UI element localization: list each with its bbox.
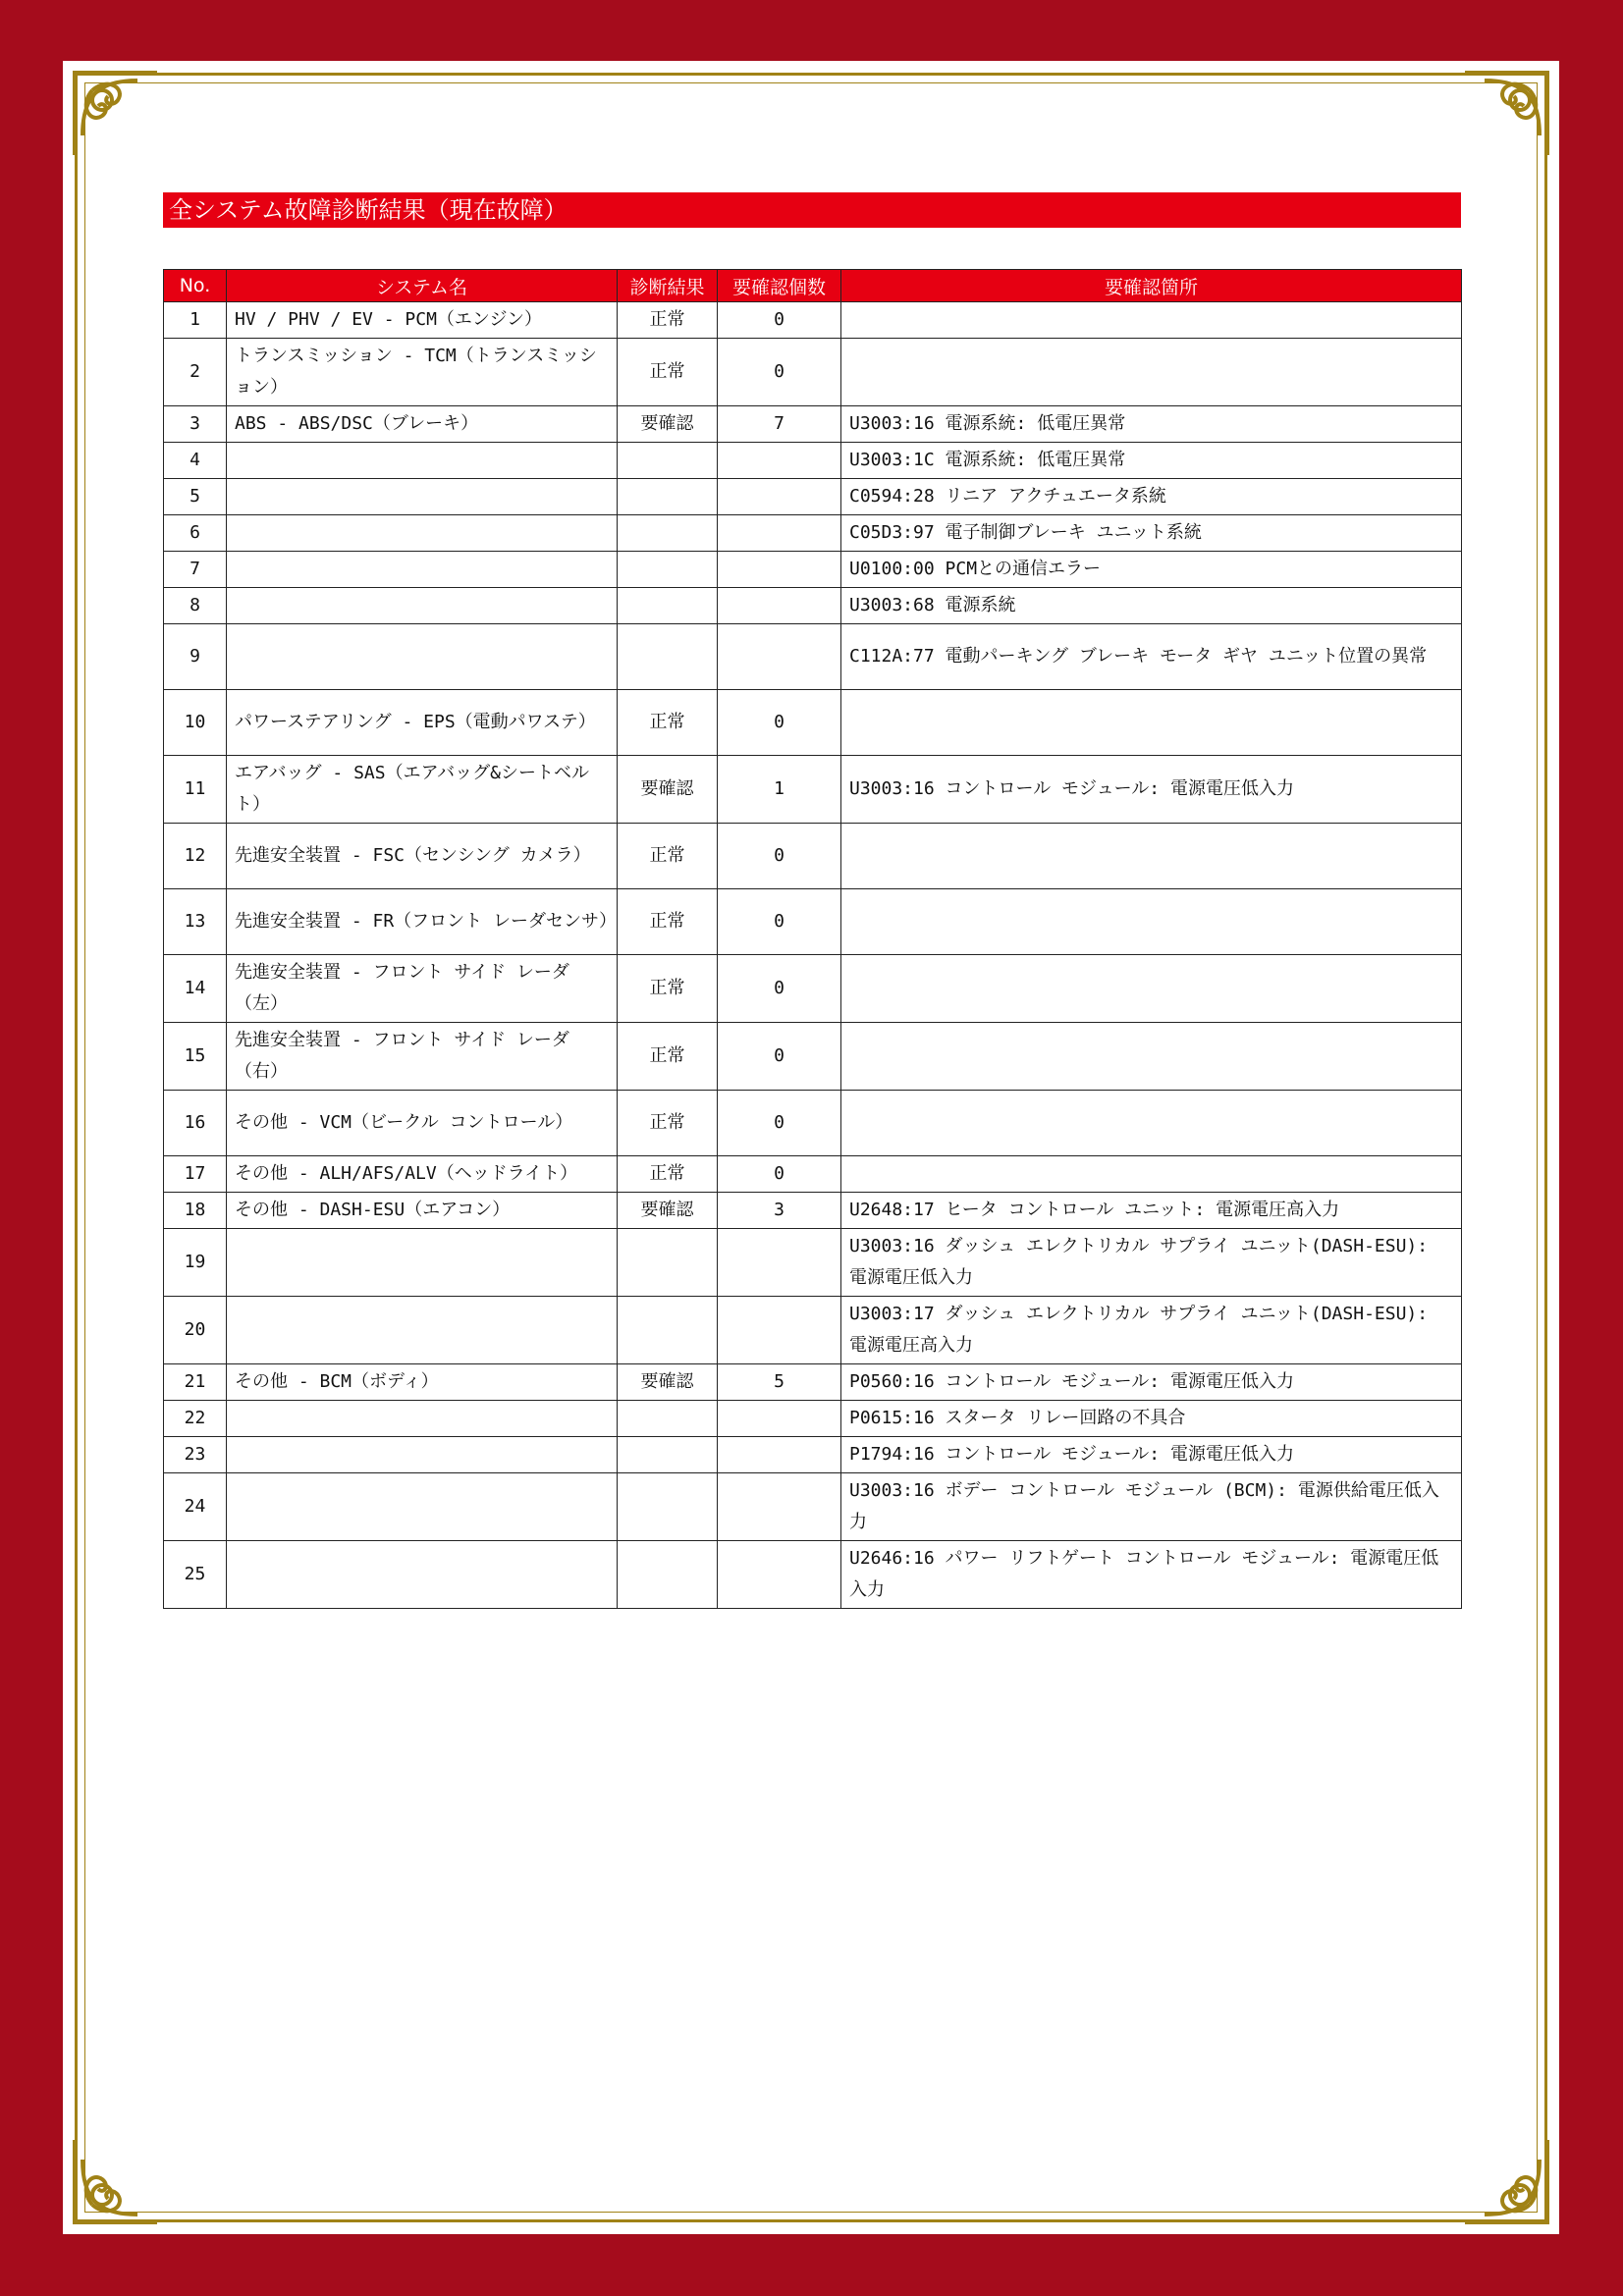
cell-location	[841, 339, 1462, 406]
cell-system	[227, 1437, 618, 1473]
header-count: 要確認個数	[718, 270, 841, 302]
cell-system	[227, 552, 618, 588]
cell-no: 23	[164, 1437, 227, 1473]
diagnosis-table	[163, 269, 1462, 1609]
cell-location: U2646:16 パワー リフトゲート コントロール モジュール: 電源電圧低入力	[841, 1541, 1462, 1609]
cell-location	[841, 1023, 1462, 1091]
table-row	[164, 1297, 1462, 1364]
cell-system	[227, 1541, 618, 1609]
cell-location: C112A:77 電動パーキング ブレーキ モータ ギヤ ユニット位置の異常	[841, 624, 1462, 690]
cell-result	[618, 515, 718, 552]
cell-result: 正常	[618, 1023, 718, 1091]
cell-count	[718, 624, 841, 690]
section-title: 全システム故障診断結果（現在故障）	[163, 192, 1461, 228]
cell-result	[618, 1297, 718, 1364]
cell-location: U3003:16 電源系統: 低電圧異常	[841, 406, 1462, 443]
cell-count	[718, 479, 841, 515]
cell-result	[618, 588, 718, 624]
cell-no: 25	[164, 1541, 227, 1609]
cell-result	[618, 443, 718, 479]
cell-location	[841, 1091, 1462, 1156]
cell-count: 7	[718, 406, 841, 443]
cell-location: U3003:68 電源系統	[841, 588, 1462, 624]
cell-no: 20	[164, 1297, 227, 1364]
cell-location: U3003:16 ボデー コントロール モジュール (BCM): 電源供給電圧低入力	[841, 1473, 1462, 1541]
table-row	[164, 1437, 1462, 1473]
cell-result: 要確認	[618, 1364, 718, 1401]
cell-no: 21	[164, 1364, 227, 1401]
cell-result: 正常	[618, 889, 718, 955]
cell-no: 15	[164, 1023, 227, 1091]
table-row	[164, 624, 1462, 690]
cell-no: 14	[164, 955, 227, 1023]
table-row	[164, 1156, 1462, 1193]
cell-system: HV / PHV / EV - PCM（エンジン）	[227, 302, 618, 339]
cell-no: 12	[164, 824, 227, 889]
table-row	[164, 756, 1462, 824]
cell-result	[618, 552, 718, 588]
cell-system: 先進安全装置 - FSC（センシング カメラ）	[227, 824, 618, 889]
cell-count	[718, 588, 841, 624]
cell-count: 0	[718, 1091, 841, 1156]
cell-no: 22	[164, 1401, 227, 1437]
cell-result	[618, 1437, 718, 1473]
cell-location: P0560:16 コントロール モジュール: 電源電圧低入力	[841, 1364, 1462, 1401]
table-row	[164, 889, 1462, 955]
cell-count: 0	[718, 889, 841, 955]
cell-system	[227, 479, 618, 515]
cell-result	[618, 1541, 718, 1609]
cell-location	[841, 690, 1462, 756]
cell-count	[718, 515, 841, 552]
cell-system: パワーステアリング - EPS（電動パワステ）	[227, 690, 618, 756]
cell-no: 3	[164, 406, 227, 443]
cell-count: 0	[718, 690, 841, 756]
table-body	[164, 302, 1462, 1609]
table-row	[164, 552, 1462, 588]
cell-no: 11	[164, 756, 227, 824]
cell-result: 正常	[618, 302, 718, 339]
header-location: 要確認箇所	[841, 270, 1462, 302]
cell-no: 13	[164, 889, 227, 955]
cell-location: U0100:00 PCMとの通信エラー	[841, 552, 1462, 588]
cell-no: 9	[164, 624, 227, 690]
cell-location: P1794:16 コントロール モジュール: 電源電圧低入力	[841, 1437, 1462, 1473]
cell-result: 正常	[618, 824, 718, 889]
cell-system: その他 - VCM（ビークル コントロール）	[227, 1091, 618, 1156]
cell-result: 要確認	[618, 1193, 718, 1229]
table-row	[164, 588, 1462, 624]
cell-no: 7	[164, 552, 227, 588]
corner-ornament-icon	[1459, 67, 1553, 161]
cell-no: 6	[164, 515, 227, 552]
table-row	[164, 824, 1462, 889]
cell-count: 0	[718, 302, 841, 339]
cell-system: 先進安全装置 - FR（フロント レーダセンサ）	[227, 889, 618, 955]
cell-no: 10	[164, 690, 227, 756]
table-row	[164, 1229, 1462, 1297]
cell-system: その他 - DASH-ESU（エアコン）	[227, 1193, 618, 1229]
cell-count: 5	[718, 1364, 841, 1401]
cell-count: 0	[718, 1023, 841, 1091]
cell-count	[718, 1297, 841, 1364]
cell-system	[227, 1297, 618, 1364]
table-row	[164, 1091, 1462, 1156]
cell-no: 4	[164, 443, 227, 479]
cell-no: 18	[164, 1193, 227, 1229]
cell-no: 16	[164, 1091, 227, 1156]
cell-location: U3003:16 コントロール モジュール: 電源電圧低入力	[841, 756, 1462, 824]
cell-location: P0615:16 スタータ リレー回路の不具合	[841, 1401, 1462, 1437]
table-row	[164, 690, 1462, 756]
cell-count: 1	[718, 756, 841, 824]
cell-no: 19	[164, 1229, 227, 1297]
cell-system	[227, 1473, 618, 1541]
table-row	[164, 443, 1462, 479]
cell-system	[227, 588, 618, 624]
cell-result: 正常	[618, 1156, 718, 1193]
cell-system: その他 - BCM（ボディ）	[227, 1364, 618, 1401]
cell-location	[841, 955, 1462, 1023]
cell-result	[618, 624, 718, 690]
cell-system: 先進安全装置 - フロント サイド レーダ（右）	[227, 1023, 618, 1091]
table-row	[164, 1401, 1462, 1437]
cell-result: 正常	[618, 690, 718, 756]
cell-location	[841, 1156, 1462, 1193]
cell-count	[718, 1229, 841, 1297]
table-row	[164, 1541, 1462, 1609]
table-row	[164, 479, 1462, 515]
cell-count	[718, 1401, 841, 1437]
cell-location	[841, 889, 1462, 955]
cell-location	[841, 824, 1462, 889]
cell-count: 0	[718, 955, 841, 1023]
cell-system: ABS - ABS/DSC（ブレーキ）	[227, 406, 618, 443]
table-row	[164, 406, 1462, 443]
cell-result	[618, 479, 718, 515]
cell-no: 2	[164, 339, 227, 406]
cell-no: 24	[164, 1473, 227, 1541]
cell-location: U2648:17 ヒータ コントロール ユニット: 電源電圧高入力	[841, 1193, 1462, 1229]
cell-no: 17	[164, 1156, 227, 1193]
cell-result	[618, 1401, 718, 1437]
cell-count: 0	[718, 824, 841, 889]
cell-result: 正常	[618, 1091, 718, 1156]
table-row	[164, 1473, 1462, 1541]
cell-system	[227, 443, 618, 479]
cell-count: 3	[718, 1193, 841, 1229]
cell-location: U3003:16 ダッシュ エレクトリカル サプライ ユニット(DASH-ESU): 電源電圧低入力	[841, 1229, 1462, 1297]
cell-no: 8	[164, 588, 227, 624]
cell-location: C0594:28 リニア アクチュエータ系統	[841, 479, 1462, 515]
cell-count	[718, 1437, 841, 1473]
cell-location: U3003:17 ダッシュ エレクトリカル サプライ ユニット(DASH-ESU): 電源電圧高入力	[841, 1297, 1462, 1364]
cell-system	[227, 1229, 618, 1297]
cell-result: 要確認	[618, 406, 718, 443]
cell-count: 0	[718, 339, 841, 406]
cell-system: その他 - ALH/AFS/ALV（ヘッドライト）	[227, 1156, 618, 1193]
cell-count: 0	[718, 1156, 841, 1193]
table-row	[164, 1193, 1462, 1229]
table-row	[164, 955, 1462, 1023]
header-system: システム名	[227, 270, 618, 302]
cell-location: C05D3:97 電子制御ブレーキ ユニット系統	[841, 515, 1462, 552]
cell-count	[718, 1473, 841, 1541]
table-row	[164, 1364, 1462, 1401]
cell-result: 正常	[618, 339, 718, 406]
corner-ornament-icon	[1459, 2134, 1553, 2228]
cell-system: トランスミッション - TCM（トランスミッション）	[227, 339, 618, 406]
cell-result: 正常	[618, 955, 718, 1023]
table-row	[164, 515, 1462, 552]
corner-ornament-icon	[69, 67, 163, 161]
corner-ornament-icon	[69, 2134, 163, 2228]
header-result: 診断結果	[618, 270, 718, 302]
cell-count	[718, 1541, 841, 1609]
cell-system: 先進安全装置 - フロント サイド レーダ（左）	[227, 955, 618, 1023]
table-row	[164, 339, 1462, 406]
cell-no: 1	[164, 302, 227, 339]
cell-result: 要確認	[618, 756, 718, 824]
cell-result	[618, 1229, 718, 1297]
cell-system	[227, 1401, 618, 1437]
table-header-row	[164, 270, 1462, 302]
cell-system	[227, 624, 618, 690]
cell-location: U3003:1C 電源系統: 低電圧異常	[841, 443, 1462, 479]
cell-count	[718, 443, 841, 479]
cell-system: エアバッグ - SAS（エアバッグ&シートベルト）	[227, 756, 618, 824]
cell-location	[841, 302, 1462, 339]
header-no: No.	[164, 270, 227, 302]
table-row	[164, 1023, 1462, 1091]
table-row	[164, 302, 1462, 339]
cell-result	[618, 1473, 718, 1541]
cell-system	[227, 515, 618, 552]
cell-count	[718, 552, 841, 588]
cell-no: 5	[164, 479, 227, 515]
